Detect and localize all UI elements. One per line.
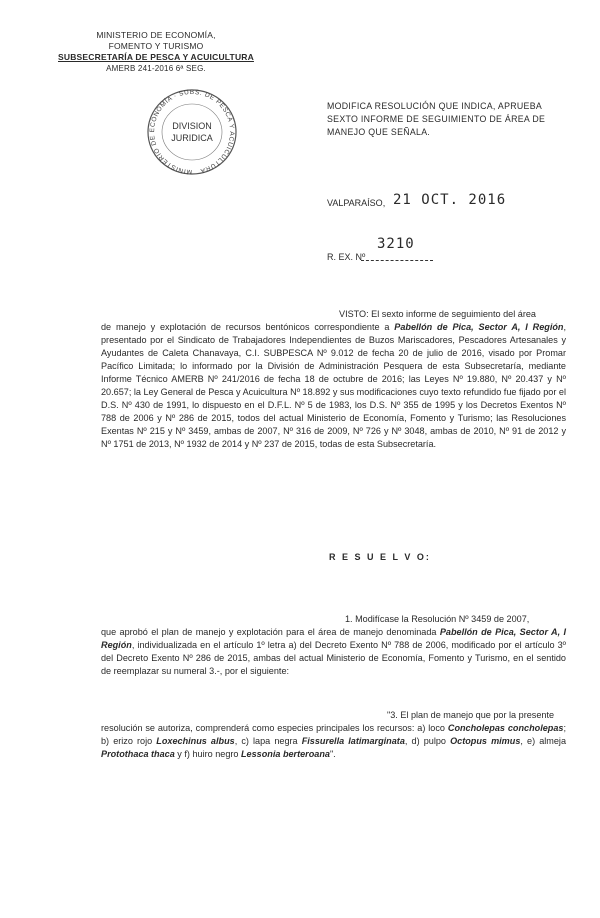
- article-1-text-b: , individualizada en el artículo 1º letra a) del Decreto Exento Nº 788 de 2006, modificado por el artículo 3º del Decreto Exento Nº 286 de 2015, ambas del actual Ministerio de Economía, Fomento y Turismo, en el sentido de reemplazar su numeral 3.-, por el siguiente:: [101, 640, 566, 676]
- stamp-ring-text: MINISTERIO DE ECONOMÍA · SUBS. DE PESCA Y ACUICULTURA: [148, 88, 236, 176]
- species-almeja: Protothaca thaca: [101, 749, 175, 759]
- visto-first-line: VISTO: El sexto informe de seguimiento del área: [339, 309, 536, 319]
- article-1-paragraph: [101, 613, 566, 678]
- visto-area-name: Pabellón de Pica, Sector A, I Región: [394, 322, 564, 332]
- ministry-line-2: FOMENTO Y TURISMO: [108, 41, 204, 51]
- species-erizo: Loxechinus albus: [156, 736, 235, 746]
- dateline-place: VALPARAÍSO,: [327, 198, 386, 208]
- species-pulpo: Octopus mimus: [450, 736, 521, 746]
- resolution-subject: MODIFICA RESOLUCIÓN QUE INDICA, APRUEBA SEXTO INFORME DE SEGUIMIENTO DE ÁREA DE MANEJO QUE SEÑALA.: [327, 101, 546, 137]
- visto-text-a: de manejo y explotación de recursos bentónicos correspondiente a: [101, 322, 395, 332]
- quote-first-line: "3. El plan de manejo que por la presente: [387, 710, 555, 720]
- article-1-first-line: 1. Modifícase la Resolución Nº 3459 de 2007,: [345, 614, 530, 624]
- dateline-date: 21 OCT. 2016: [393, 192, 507, 208]
- quote-sep-5: , e) almeja: [520, 736, 567, 746]
- article-1-area-name: Pabellón de Pica, Sector A, I Región: [101, 627, 566, 650]
- quote-sep-2: ; b) erizo rojo: [101, 723, 566, 746]
- stamp-center-line-2: JURIDICA: [171, 133, 213, 143]
- ministry-line-1: MINISTERIO DE ECONOMÍA,: [96, 30, 216, 40]
- visto-paragraph: [101, 308, 566, 451]
- division-juridica-stamp: [132, 82, 252, 182]
- rex-underline: [361, 260, 433, 261]
- letterhead: [56, 30, 256, 74]
- quote-end: ".: [329, 749, 336, 759]
- numeral-3-quote: [101, 709, 566, 761]
- stamp-center-line-1: DIVISION: [172, 121, 212, 131]
- rex-number: 3210: [377, 236, 415, 252]
- article-1-text-a: que aprobó el plan de manejo y explotación para el área de manejo denominada: [101, 627, 440, 637]
- rex-label: R. EX. Nº: [327, 252, 366, 262]
- quote-sep-6: y f) huiro negro: [174, 749, 241, 759]
- quote-text-a: resolución se autoriza, comprenderá como especies principales los recursos: a) loco: [101, 723, 448, 733]
- resuelvo-heading: R E S U E L V O:: [329, 552, 431, 562]
- quote-sep-4: , d) pulpo: [404, 736, 451, 746]
- quote-sep-3: , c) lapa negra: [234, 736, 302, 746]
- reference-line: AMERB 241-2016 6ª SEG.: [106, 64, 206, 73]
- subsecretaria-line: SUBSECRETARÍA DE PESCA Y ACUICULTURA: [58, 52, 254, 62]
- species-loco: Concholepas concholepas: [447, 723, 564, 733]
- species-lapa: Fissurella latimarginata: [301, 736, 405, 746]
- species-huiro: Lessonia berteroana: [241, 749, 330, 759]
- visto-text-b: , presentado por el Sindicato de Trabajadores Independientes de Buzos Mariscadores, Pescadores Artesanales y Ayudantes de Caleta Chanavaya, C.I. SUBPESCA Nº 9.012 de fecha 20 de julio de 2016, visado por Promar Pacífico Limitada; lo informado por la División de Administración Pesquera de esta Subsecretaría, mediante Informe Técnico AMERB Nº 241/2016 de fecha 18 de octubre de 2016; las Leyes Nº 19.880, Nº 20.437 y Nº 20.657; la Ley General de Pesca y Acuicultura Nº 18.892 y sus modificaciones cuyo texto refundido fue fijado por el D.S. Nº 430 de 1991, lo dispuesto en el D.F.L. Nº 5 de 1983, los D.S. Nº 355 de 1995 y los Decretos Exentos Nº 788 de 2006 y Nº 286 de 2015, todos del actual Ministerio de Economía, Fomento y Turismo; las Resoluciones Exentas Nº 215 y Nº 3459, ambas de 2007, Nº 316 de 2009, Nº 726 y Nº 3048, ambas de 2010, Nº 91 de 2012 y Nº 1751 de 2013, Nº 1932 de 2014 y Nº 237 de 2015, todas de esta Subsecretaría.: [101, 322, 566, 449]
